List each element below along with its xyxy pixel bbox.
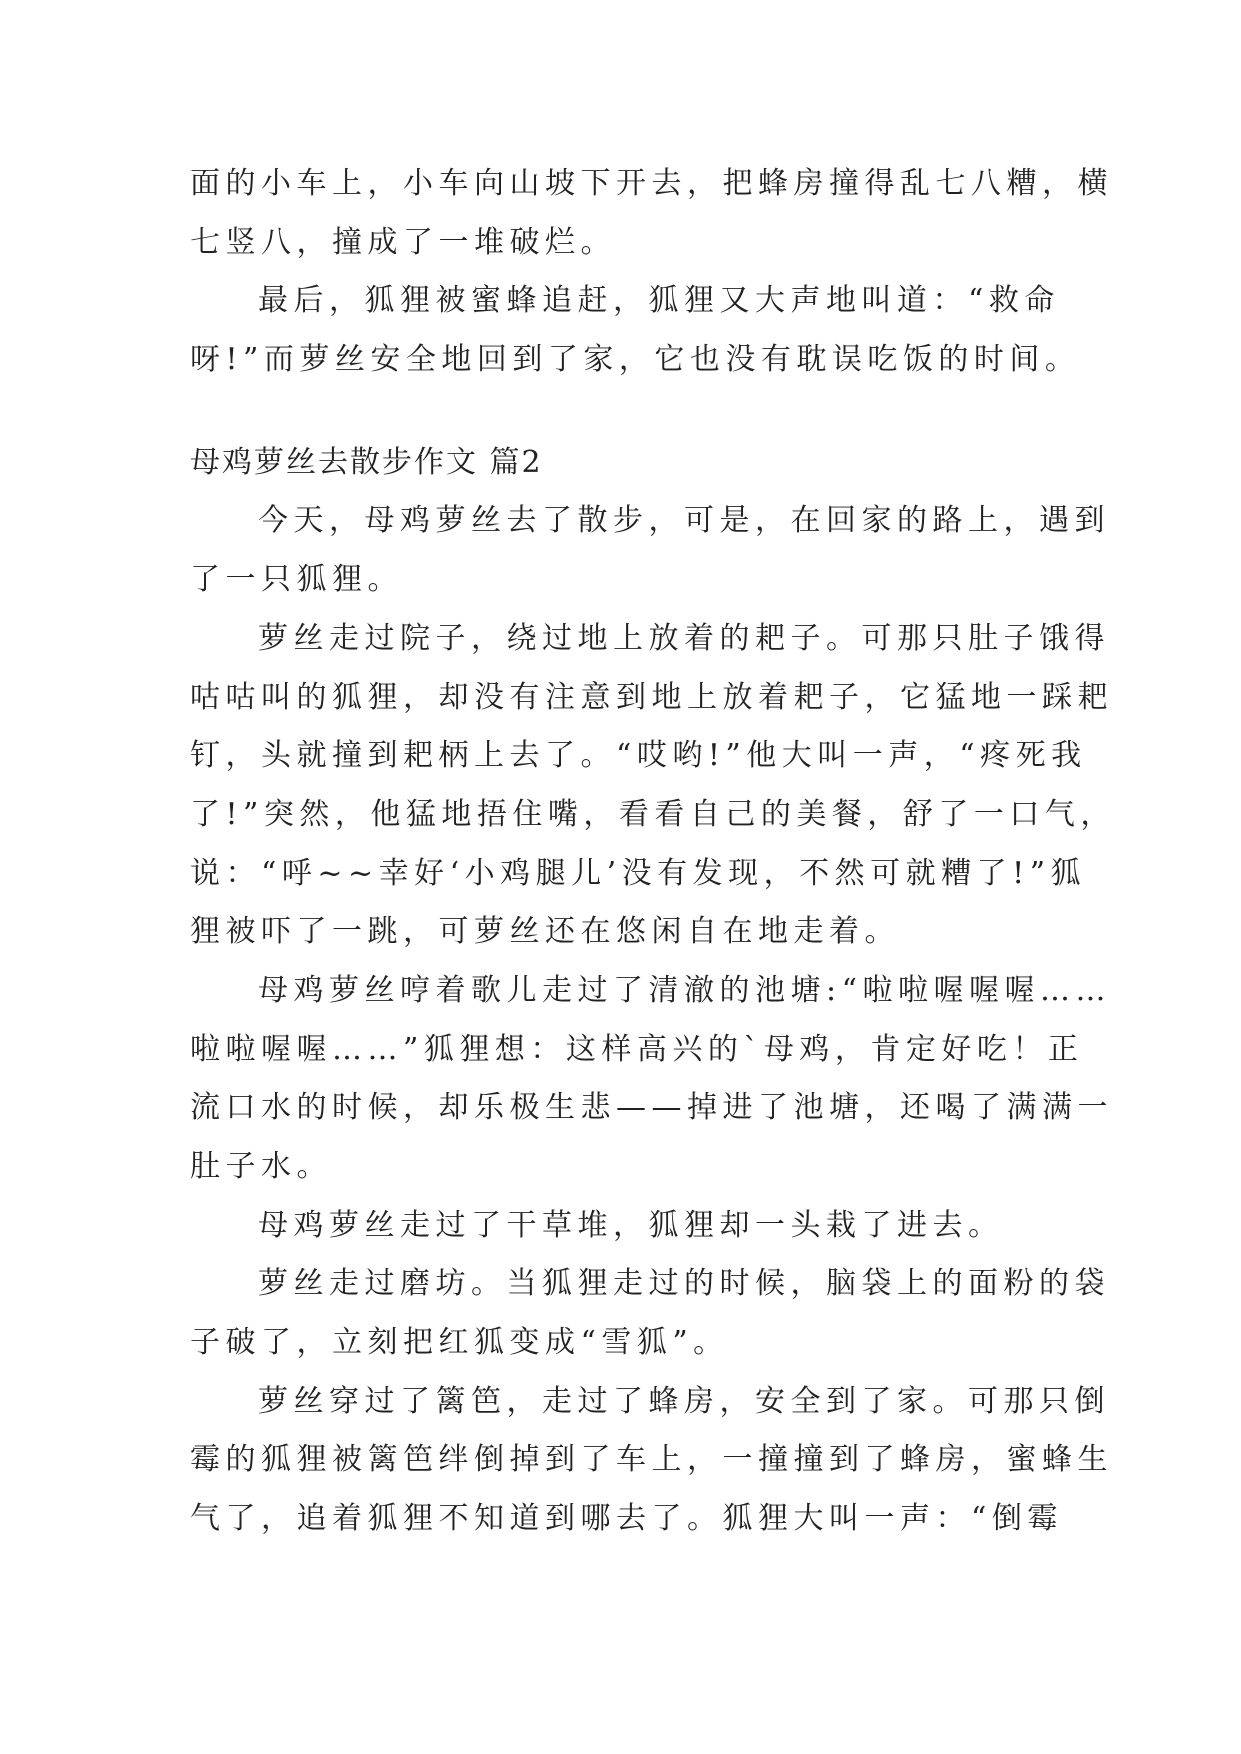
section-heading: 母鸡萝丝去散步作文 篇2	[190, 444, 543, 480]
text-line: 萝丝走过磨坊。当狐狸走过的时候，脑袋上的面粉的袋	[258, 1266, 1110, 1302]
text-line: 咕咕叫的狐狸，却没有注意到地上放着耙子，它猛地一踩耙	[190, 679, 1113, 715]
paragraph	[190, 155, 1113, 272]
paragraph	[190, 962, 1113, 1197]
text-line: 说：“呼~~幸好‘小鸡腿儿’没有发现，不然可就糟了!”狐	[190, 855, 1087, 891]
text-line: 了一只狐狸。	[190, 562, 403, 598]
paragraph	[190, 1255, 1110, 1372]
text-line: 母鸡萝丝走过了干草堆，狐狸却一头栽了进去。	[258, 1207, 1004, 1243]
text-line: 萝丝穿过了篱笆，走过了蜂房，安全到了家。可那只倒	[258, 1383, 1110, 1419]
paragraph	[190, 610, 1116, 962]
text-line: 了!”突然，他猛地捂住嘴，看看自己的美餐，舒了一口气，	[190, 796, 1116, 832]
text-line: 子破了，立刻把红狐变成“雪狐”。	[190, 1325, 729, 1361]
text-line: 七竖八，撞成了一堆破烂。	[190, 224, 616, 260]
text-line: 萝丝走过院子，绕过地上放着的耙子。可那只肚子饿得	[258, 620, 1110, 656]
paragraph	[190, 1373, 1113, 1549]
document-body	[190, 155, 1116, 1549]
text-line: 最后，狐狸被蜜蜂追赶，狐狸又大声地叫道：“救命	[258, 283, 1060, 319]
text-line: 霉的狐狸被篱笆绊倒掉到了车上，一撞撞到了蜂房，蜜蜂生	[190, 1442, 1113, 1478]
text-line: 今天，母鸡萝丝去了散步，可是，在回家的路上，遇到	[258, 503, 1110, 539]
paragraph	[190, 1197, 1060, 1256]
paragraph	[190, 272, 1081, 389]
text-line: 呀!”而萝丝安全地回到了家，它也没有耽误吃饭的时间。	[190, 342, 1081, 378]
text-line: 钉，头就撞到耙柄上去了。“哎哟!”他大叫一声，“疼死我	[190, 738, 1087, 774]
text-line: 肚子水。	[190, 1149, 332, 1184]
text-line: 啦啦喔喔……”狐狸想：这样高兴的`母鸡，肯定好吃！正	[190, 1031, 1084, 1067]
text-line: 母鸡萝丝哼着歌儿走过了清澈的池塘:“啦啦喔喔喔……	[258, 972, 1111, 1008]
text-line: 流口水的时候，却乐极生悲——掉进了池塘，还喝了满满一	[190, 1090, 1113, 1126]
text-line: 气了，追着狐狸不知道到哪去了。狐狸大叫一声：“倒霉	[190, 1501, 1063, 1537]
text-line: 面的小车上，小车向山坡下开去，把蜂房撞得乱七八糟，横	[190, 166, 1113, 201]
text-line: 狸被吓了一跳，可萝丝还在悠闲自在地走着。	[190, 914, 900, 950]
paragraph	[190, 492, 1110, 609]
section-gap	[190, 390, 1060, 434]
